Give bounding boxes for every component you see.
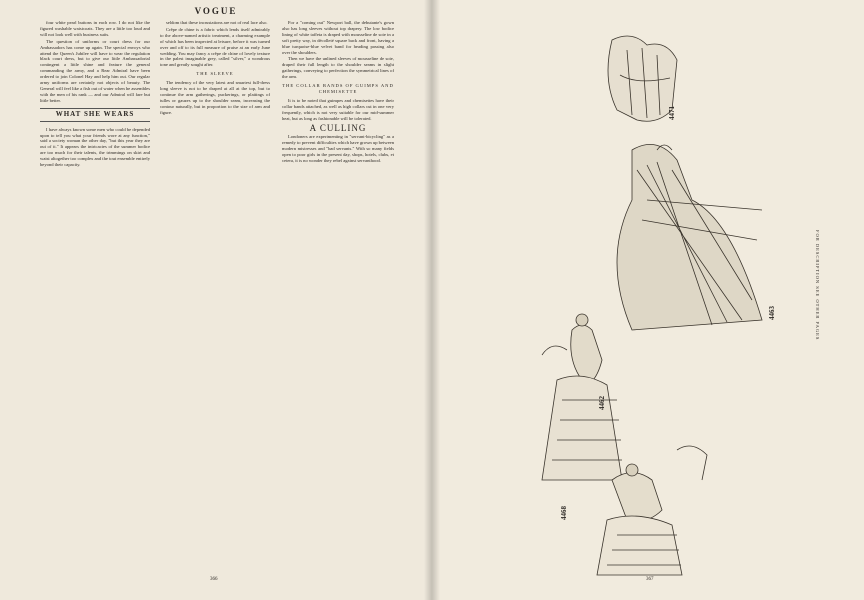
subhead: THE SLEEVE — [196, 71, 234, 77]
figure-number: 4462 — [598, 396, 606, 410]
paragraph: It is to be noted that guimpes and chemisettes have their collar bands attached, as well as high collars cut in one very frequently, which is not very suitable for our mid-summer heat, but as long as fashionable will be tolerated. — [282, 97, 394, 121]
column-1 — [40, 20, 150, 575]
figure-4462-drawing — [542, 314, 622, 480]
paragraph: I have always known some men who could be depended upon to tell you what your friends wore at any function," said a society woman the other day, "but this year they are out of it." It appears the intricacies of the summer bodice are too much for their talents, the trimmings on skirt and waist altogether too complex and the tout ensemble entirely beyond their capacity. — [40, 126, 150, 168]
subhead: THE COLLAR BANDS OF GUIMPS AND CHEMISETTE — [282, 83, 394, 94]
figure-4468-drawing — [597, 464, 682, 575]
paragraph: The tendency of the very latest and smartest full-dress long sleeve is not to be draped at all at the top, but to continue the arm gatherings, puckerings, or plaitings of tulles or gauzes up to the shoulder seam, increasing the contour naturally, but in proportion to the size of arm and figure. — [160, 80, 270, 115]
page-number: 366 — [210, 577, 218, 582]
page-number: 367 — [646, 577, 654, 582]
fashion-plates-illustration — [432, 0, 864, 600]
paragraph: Then we have the unlined sleeves of mousseline de soie, draped their full length to the shoulder seams in slight gatherings, conveying to perfection the symmetrical lines of the arm. — [282, 56, 394, 80]
side-caption: FOR DESCRIPTION SEE OTHER PAGES — [815, 230, 820, 341]
paragraph: For a "coming out" Newport ball, the debutante's gown also has long sleeves without top drapery. The low bodice lining of white taffeta is draped with mousseline de soie in a soft pretty way, in décolleté square back and front, having a blue turquoise-blue velvet band for heading passing also over the shoulders. — [282, 20, 394, 55]
paragraph: seldom that these incrustations are not of real lace also. — [166, 20, 268, 25]
column-2 — [160, 20, 270, 575]
paragraph: Londoners are experimenting in "servant-bicycling" as a remedy to prevent difficulties which have grown up between modern mistresses and "bad servants." With so many fields open to poor girls in the present day, shops, hotels, clubs, et cetera, it is no wonder they rebel against servanthood. — [282, 134, 394, 164]
section-heading: WHAT SHE WEARS — [40, 108, 150, 122]
column-3 — [282, 20, 394, 575]
section-title: A CULLING — [309, 122, 367, 133]
figure-number: 4468 — [560, 506, 568, 520]
paragraph: four white pearl buttons in each row. I do not like the figured washable waistcoats. They are a little too loud and will not look well with business suits. — [40, 20, 150, 37]
figure-4463-drawing — [617, 144, 762, 330]
figure-number: 4471 — [668, 106, 676, 120]
paragraph: The question of uniforms or court dress for our Ambassadors has come up again. The special envoys who attend the Queen's Jubilee will have to wear the regulation black court dress, but to give our little Ambassadorial contingent a little shine and feature the general commanding the army, and a Rear Admiral have been ordered to join Colonel Hay and help him out. Our regular army uniforms are certainly not objects of beauty. The General will feel like a fish out of water when he assembles with the men of his rank — and our Admiral will fare but little better. — [40, 38, 150, 103]
masthead: VOGUE — [194, 6, 238, 16]
paragraph: Crêpe de chine is a fabric which lends itself admirably to the above-named artistic treatment, a charming example of which has been inspected at leisure, before it was turned over and off to its full measure of praise at an early June wedding. You may fancy a crêpe de chine of lovely texture in the palest imaginable grey, called "silver," a wondrous tone and greatly sought after. — [160, 26, 270, 68]
figure-number: 4463 — [768, 306, 776, 320]
figure-4471-drawing — [608, 36, 677, 121]
